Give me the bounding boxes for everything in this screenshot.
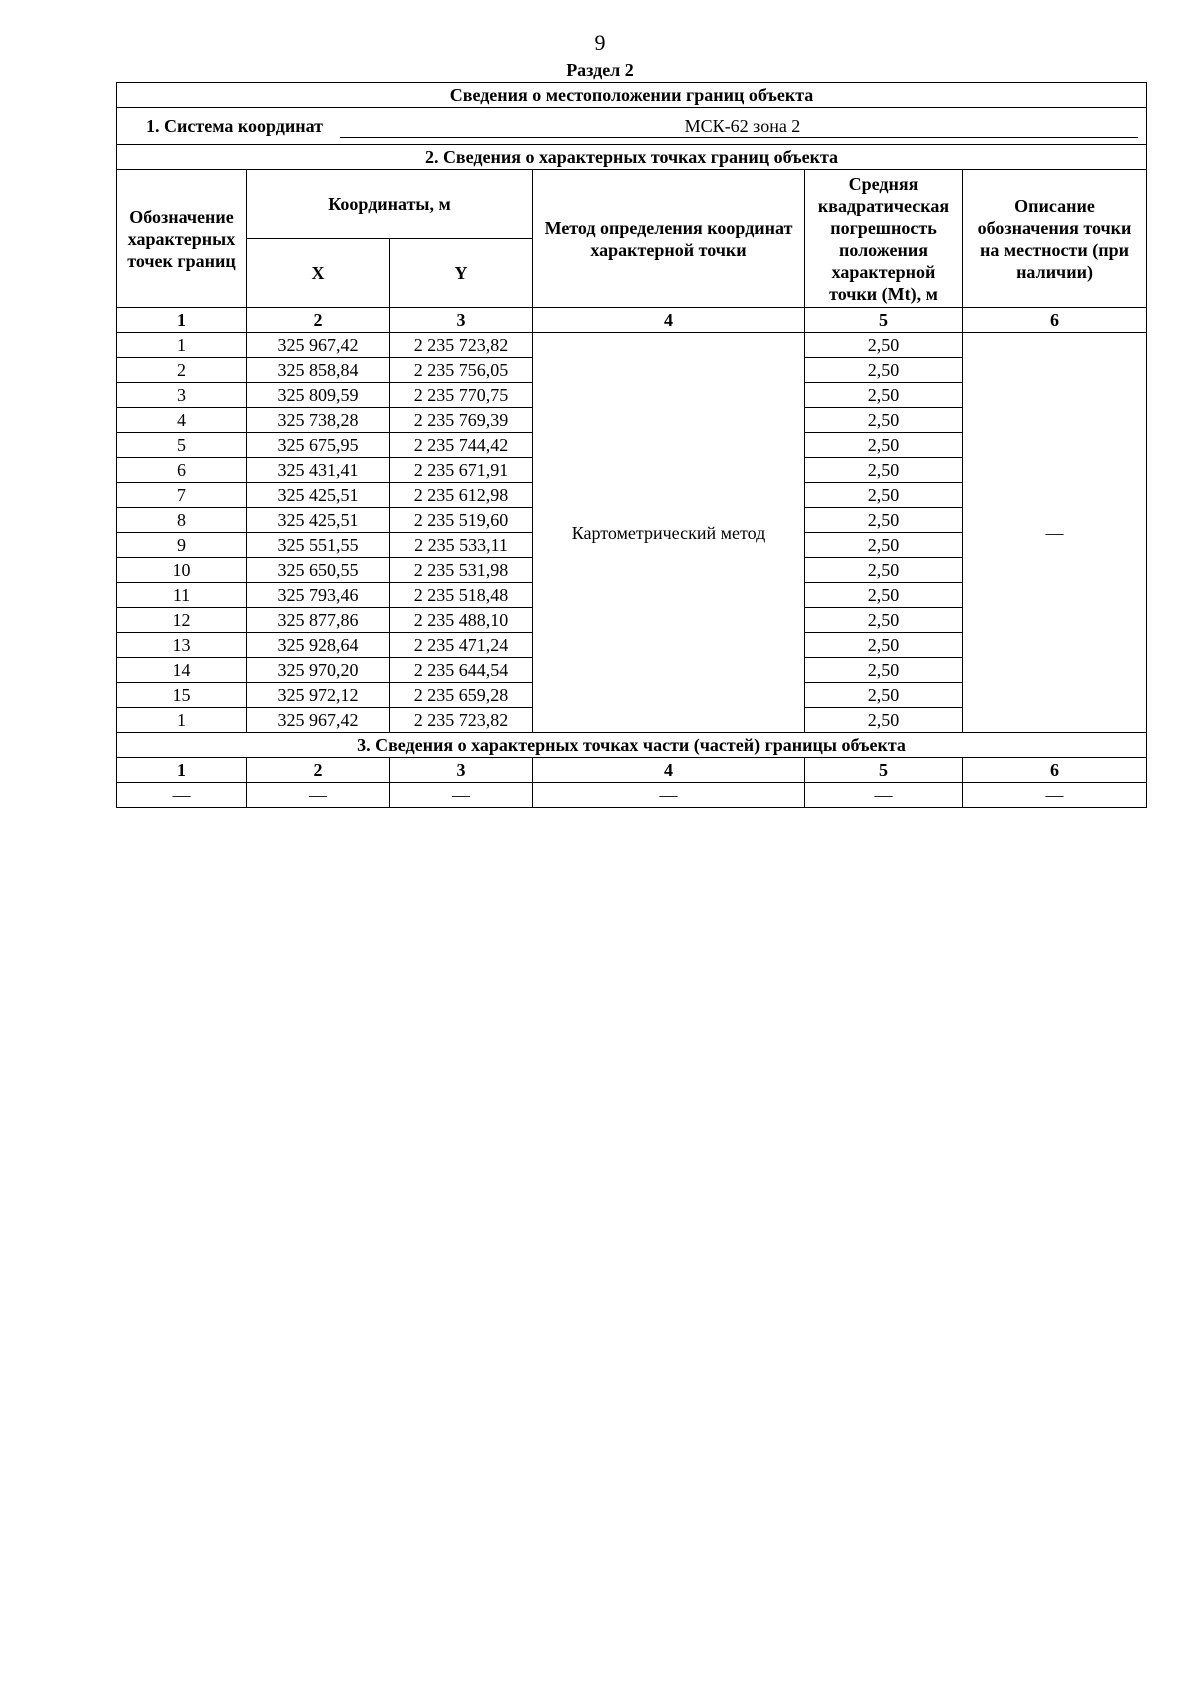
- point-id: 7: [117, 483, 247, 508]
- point-y: 2 235 471,24: [390, 633, 533, 658]
- point-id: 15: [117, 683, 247, 708]
- point-x: 325 877,86: [247, 608, 390, 633]
- header-y: Y: [390, 239, 533, 308]
- point-x: 325 972,12: [247, 683, 390, 708]
- description-cell: —: [963, 333, 1147, 733]
- point-y: 2 235 531,98: [390, 558, 533, 583]
- point-id: 5: [117, 433, 247, 458]
- point-id: 1: [117, 333, 247, 358]
- point-y: 2 235 519,60: [390, 508, 533, 533]
- column-number: 2: [247, 308, 390, 333]
- point-mt: 2,50: [805, 383, 963, 408]
- point-mt: 2,50: [805, 608, 963, 633]
- point-id: 11: [117, 583, 247, 608]
- point-mt: 2,50: [805, 558, 963, 583]
- point-x: 325 967,42: [247, 708, 390, 733]
- point-mt: 2,50: [805, 583, 963, 608]
- column-number: 4: [533, 758, 805, 783]
- point-y: 2 235 659,28: [390, 683, 533, 708]
- point-y: 2 235 612,98: [390, 483, 533, 508]
- point-id: 12: [117, 608, 247, 633]
- point-x: 325 793,46: [247, 583, 390, 608]
- point-x: 325 551,55: [247, 533, 390, 558]
- point-y: 2 235 756,05: [390, 358, 533, 383]
- point-x: 325 967,42: [247, 333, 390, 358]
- point-x: 325 675,95: [247, 433, 390, 458]
- point-x: 325 858,84: [247, 358, 390, 383]
- point-id: 10: [117, 558, 247, 583]
- column-number: 4: [533, 308, 805, 333]
- point-y: 2 235 770,75: [390, 383, 533, 408]
- header-x: X: [247, 239, 390, 308]
- header-method: Метод определения координат характерной точки: [533, 170, 805, 308]
- point-id: 2: [117, 358, 247, 383]
- coordinate-system-value: МСК-62 зона 2: [340, 115, 1138, 138]
- column-number: 3: [390, 758, 533, 783]
- page-number: 9: [594, 30, 606, 55]
- header-coordinates: Координаты, м: [247, 170, 533, 239]
- point-mt: 2,50: [805, 333, 963, 358]
- column-number: 1: [117, 758, 247, 783]
- point-x: 325 650,55: [247, 558, 390, 583]
- point-mt: 2,50: [805, 433, 963, 458]
- point-x: 325 425,51: [247, 508, 390, 533]
- point-y: 2 235 488,10: [390, 608, 533, 633]
- point-id: 3: [117, 383, 247, 408]
- column-numbers-row: [117, 308, 1147, 333]
- point-mt: 2,50: [805, 508, 963, 533]
- section-title: Раздел 2: [566, 60, 634, 80]
- part2-title: 2. Сведения о характерных точках границ объекта: [117, 145, 1147, 170]
- part3-cell: —: [247, 783, 390, 808]
- point-mt: 2,50: [805, 408, 963, 433]
- column-number: 2: [247, 758, 390, 783]
- point-x: 325 738,28: [247, 408, 390, 433]
- point-y: 2 235 533,11: [390, 533, 533, 558]
- header-description: Описание обозначения точки на местности (при наличии): [963, 170, 1147, 308]
- point-id: 6: [117, 458, 247, 483]
- part3-cell: —: [117, 783, 247, 808]
- column-number: 3: [390, 308, 533, 333]
- part3-cell: —: [963, 783, 1147, 808]
- point-id: 13: [117, 633, 247, 658]
- part3-data-row: [117, 783, 1147, 808]
- column-number: 1: [117, 308, 247, 333]
- part3-column-numbers-row: [117, 758, 1147, 783]
- point-y: 2 235 723,82: [390, 708, 533, 733]
- point-y: 2 235 671,91: [390, 458, 533, 483]
- point-mt: 2,50: [805, 533, 963, 558]
- coordinate-system-label: 1. Система координат: [146, 115, 323, 136]
- point-id: 1: [117, 708, 247, 733]
- point-mt: 2,50: [805, 358, 963, 383]
- point-y: 2 235 518,48: [390, 583, 533, 608]
- point-y: 2 235 769,39: [390, 408, 533, 433]
- point-id: 4: [117, 408, 247, 433]
- method-cell: Картометрический метод: [533, 333, 805, 733]
- point-y: 2 235 723,82: [390, 333, 533, 358]
- point-id: 8: [117, 508, 247, 533]
- part3-cell: —: [805, 783, 963, 808]
- point-y: 2 235 644,54: [390, 658, 533, 683]
- point-x: 325 425,51: [247, 483, 390, 508]
- point-mt: 2,50: [805, 483, 963, 508]
- point-id: 9: [117, 533, 247, 558]
- header-designation: Обозначение характерных точек границ: [117, 170, 247, 308]
- column-number: 6: [963, 308, 1147, 333]
- point-mt: 2,50: [805, 683, 963, 708]
- point-x: 325 970,20: [247, 658, 390, 683]
- point-x: 325 928,64: [247, 633, 390, 658]
- boundary-table: [116, 82, 1147, 808]
- column-number: 6: [963, 758, 1147, 783]
- point-row: [117, 333, 1147, 358]
- point-mt: 2,50: [805, 633, 963, 658]
- header-error: Средняя квадратическая погрешность положения характерной точки (Mt), м: [805, 170, 963, 308]
- point-x: 325 431,41: [247, 458, 390, 483]
- point-mt: 2,50: [805, 708, 963, 733]
- point-y: 2 235 744,42: [390, 433, 533, 458]
- column-number: 5: [805, 758, 963, 783]
- point-x: 325 809,59: [247, 383, 390, 408]
- part3-cell: —: [390, 783, 533, 808]
- part3-cell: —: [533, 783, 805, 808]
- part3-title: 3. Сведения о характерных точках части (частей) границы объекта: [117, 733, 1147, 758]
- point-mt: 2,50: [805, 658, 963, 683]
- column-number: 5: [805, 308, 963, 333]
- coordinate-system-row: [117, 108, 1147, 145]
- point-mt: 2,50: [805, 458, 963, 483]
- table-title: Сведения о местоположении границ объекта: [117, 83, 1147, 108]
- point-id: 14: [117, 658, 247, 683]
